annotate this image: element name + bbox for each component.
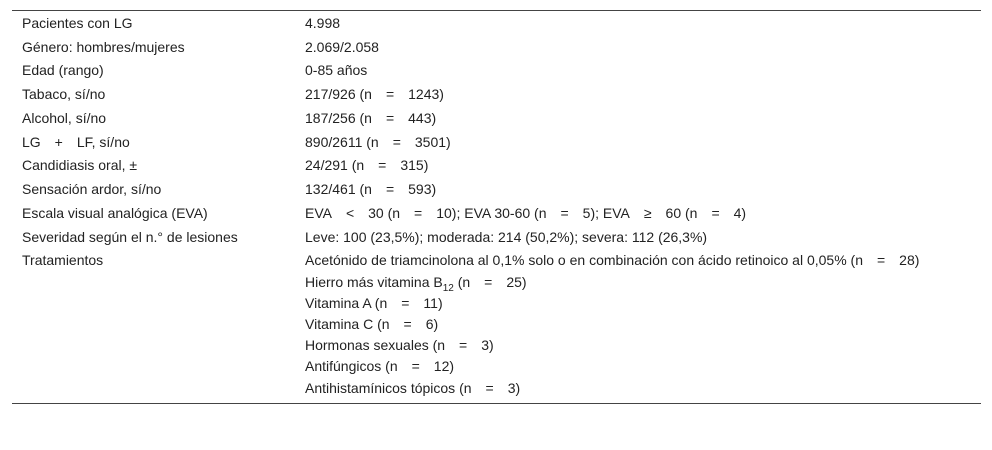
row-label: Tratamientos (22, 252, 104, 269)
row-label: Tabaco, sí/no (22, 86, 106, 103)
table-row (12, 153, 981, 177)
row-value: 0-85 años (305, 62, 368, 79)
row-value: 2.069/2.058 (305, 38, 379, 55)
treatment-subscript: 12 (442, 282, 454, 294)
row-label: LG + LF, sí/no (22, 133, 130, 150)
treatments-list (305, 247, 981, 402)
row-value: 890/2611 (n = 3501) (305, 133, 451, 150)
row-label: Género: hombres/mujeres (22, 38, 185, 55)
table-row (12, 11, 981, 35)
table-row (12, 58, 981, 82)
row-label: Severidad según el n.° de lesiones (22, 229, 238, 246)
treatment-item: Vitamina C (n = 6) (305, 315, 439, 332)
row-label: Alcohol, sí/no (22, 109, 107, 126)
row-value: Leve: 100 (23,5%); moderada: 214 (50,2%); severa: 112 (26,3%) (305, 229, 708, 246)
treatment-text: (n = 25) (453, 273, 527, 290)
table-row (12, 106, 981, 130)
row-value: 217/926 (n = 1243) (305, 86, 444, 103)
table-row (12, 82, 981, 106)
treatment-item: Hormonas sexuales (n = 3) (305, 337, 494, 354)
row-value: 132/461 (n = 593) (305, 180, 437, 197)
row-label: Pacientes con LG (22, 15, 133, 31)
table-row (12, 35, 981, 59)
row-label: Edad (rango) (22, 62, 104, 79)
row-label: Sensación ardor, sí/no (22, 180, 162, 197)
treatment-item: Antihistamínicos tópicos (n = 3) (305, 379, 521, 396)
patient-characteristics-table (12, 10, 981, 404)
treatment-item: Acetónido de triamcinolona al 0,1% solo o en combinación con ácido retinoico al 0,05% (n = 28) (305, 252, 920, 269)
row-value: 187/256 (n = 443) (305, 109, 437, 126)
treatment-item: Vitamina A (n = 11) (305, 294, 443, 311)
table-row (12, 177, 981, 201)
row-label: Candidiasis oral, ± (22, 157, 138, 174)
row-value: 4.998 (305, 15, 341, 31)
treatment-item: Antifúngicos (n = 12) (305, 358, 455, 375)
table-row (12, 224, 981, 247)
treatment-text: Hierro más vitamina B (305, 273, 443, 290)
treatment-item (305, 272, 971, 293)
table-row-treatments (12, 247, 981, 402)
row-value: 24/291 (n = 315) (305, 157, 429, 174)
row-label: Escala visual analógica (EVA) (22, 204, 208, 221)
row-value: EVA < 30 (n = 10); EVA 30-60 (n = 5); EVA ≥ 60 (n = 4) (305, 204, 747, 221)
table-row (12, 130, 981, 154)
table-row (12, 201, 981, 225)
data-table (12, 11, 981, 403)
